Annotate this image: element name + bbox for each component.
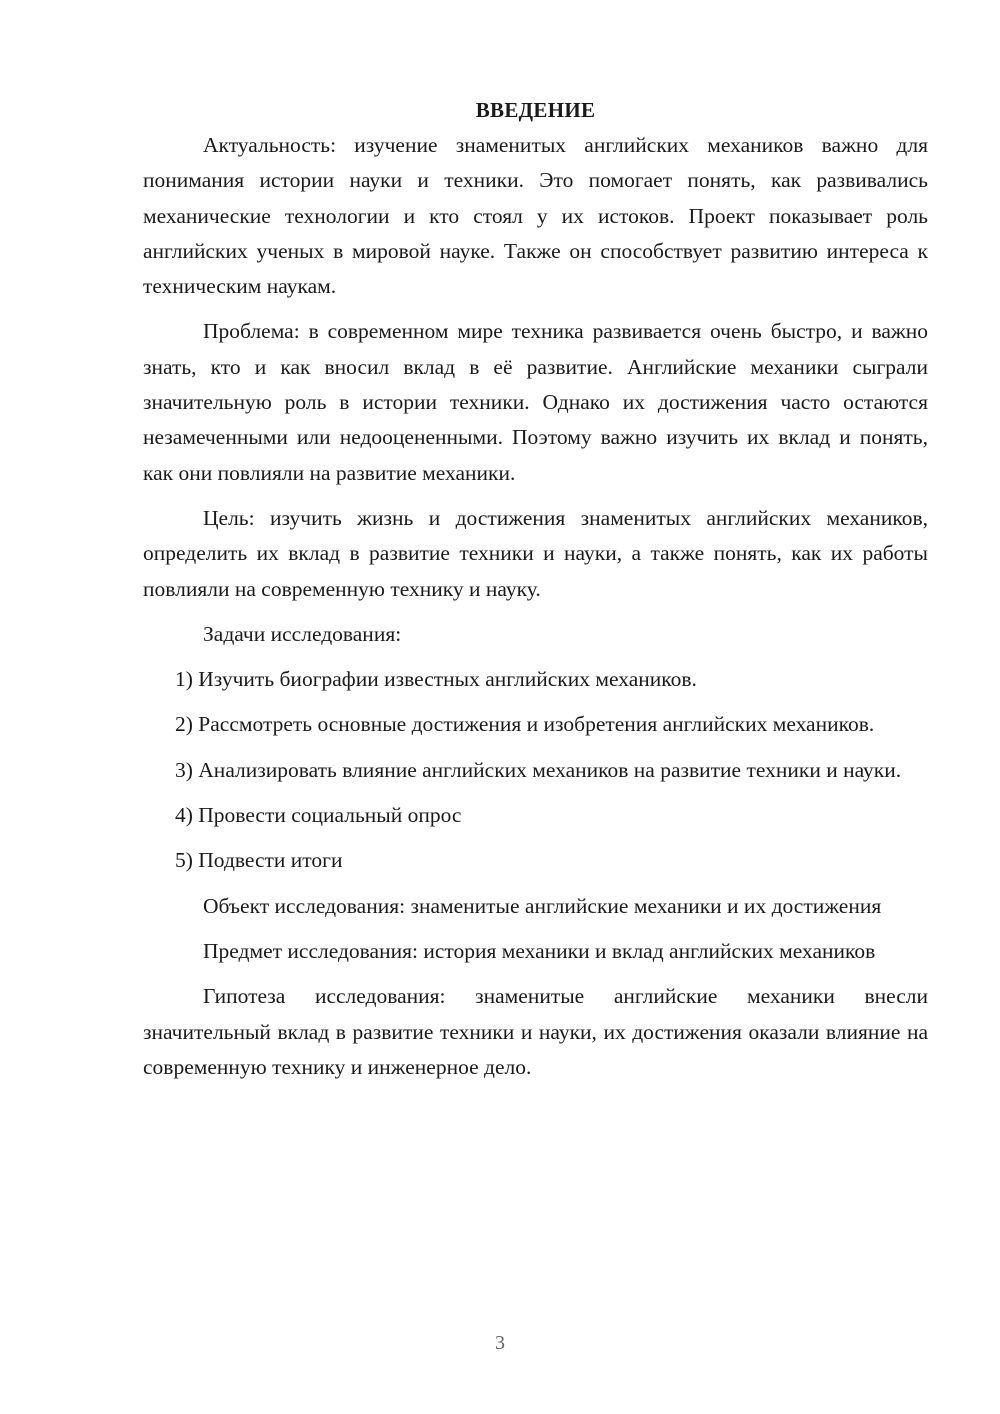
page-number: 3 [495, 1332, 505, 1354]
task-item-1: 1) Изучить биографии известных английских механиков. [175, 667, 697, 692]
paragraph-relevance: Актуальность: изучение знаменитых английских механиков важно для понимания истории науки и техники. Это помогает понять, как развивались механические технологии и кто стоял у их истоков. Проект показывает роль английских ученых в мировой науке. Также он способствует развитию интереса к техническим наукам. [143, 133, 928, 299]
document-page [143, 93, 928, 1095]
task-item-2: 2) Рассмотреть основные достижения и изобретения английских механиков. [175, 712, 875, 737]
paragraph-tasks-heading: Задачи исследования: [203, 621, 402, 646]
paragraph-object: Объект исследования: знаменитые английские механики и их достижения [203, 893, 882, 918]
task-item-5: 5) Подвести итоги [175, 848, 343, 873]
paragraph-subject: Предмет исследования: история механики и вклад английских механиков [203, 938, 876, 963]
section-title: ВВЕДЕНИЕ [475, 98, 596, 122]
task-item-3: 3) Анализировать влияние английских механиков на развитие техники и науки. [175, 757, 902, 782]
paragraph-problem: Проблема: в современном мире техника развивается очень быстро, и важно знать, кто и как вносил вклад в её развитие. Английские механики сыграли значительную роль в истории техники. Однако их достижения часто остаются незамеченными или недооцененными. Поэтому важно изучить их вклад и понять, как они повлияли на развитие механики. [143, 319, 928, 485]
task-item-4: 4) Провести социальный опрос [175, 803, 462, 828]
paragraph-hypothesis: Гипотеза исследования: знаменитые английские механики внесли значительный вклад в развитие техники и науки, их достижения оказали влияние на современную технику и инженерное дело. [143, 984, 928, 1079]
paragraph-goal: Цель: изучить жизнь и достижения знаменитых английских механиков, определить их вклад в развитие техники и науки, а также понять, как их работы повлияли на современную технику и науку. [143, 505, 928, 601]
